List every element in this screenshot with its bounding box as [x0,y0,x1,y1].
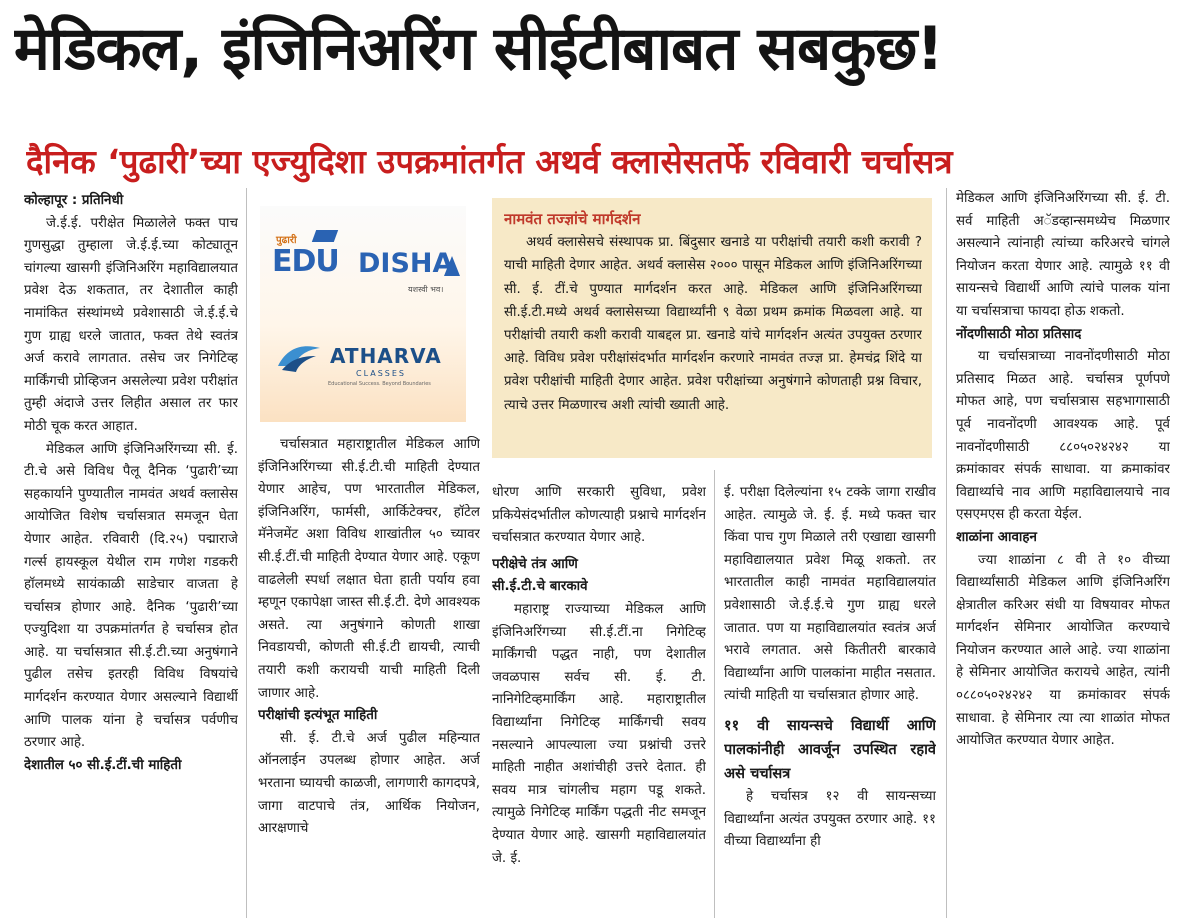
col5-heading-2: शाळांना आवाहन [956,529,1037,545]
edudisha-atharva-logo [260,206,466,422]
col3-heading-line-1: परीक्षेचे तंत्र आणि [492,556,578,572]
logo-pudhari-text: पुढारी [276,235,297,246]
col5-paragraph-2: या चर्चासत्राच्या नावनोंदणीसाठी मोठा प्रतिसाद मिळत आहे. चर्चासत्र पूर्णपणे मोफत आहे, पण चर्चासत्रास सहभागासाठी पूर्व नावनोंदणी आवश्यक आहे. पूर्व नावनोंदणीसाठी ८८०५०२४२४२ या क्रमांकावर संपर्क साधावा. या क्रमाकांवर विद्यार्थ्याचे नाव आणि महाविद्यालयाचे नाव एसएमएस ही करता येईल. [956,349,1170,523]
logo-classes-text: CLASSES [356,369,406,378]
logo-slogan: Educational Success. Beyond Boundaries [328,381,431,387]
column-divider [246,188,247,918]
logo-disha-text: DISHA [358,248,454,279]
column-4 [724,482,936,918]
col2-paragraph-1: चर्चासत्रात महाराष्ट्रातील मेडिकल आणि इंजिनिअरिंगच्या सी.ई.टी.ची माहिती देण्यात येणार आहेच, पण भारतातील मेडिकल, इंजिनिअरिंग, फार्मसी, आर्किटेक्चर, हॉटेल मॅनेजमेंट अशा विविध शाखांतील ५० च्यावर सी.ई.टीं.ची माहिती देण्यात येणार आहे. एकूण वाढलेली स्पर्धा लक्षात घेता हाती पर्याय हवा म्हणून एकापेक्षा जास्त सी.ई.टी. देणे आवश्यक असते. त्या अनुषंगाने कोणती शाखा निवडायची, कोणती सी.ई.टी द्यायची, त्याची तयारी कशी करायची याची माहिती दिली जाणार आहे. [258,437,480,701]
col3-paragraph-1: धोरण आणि सरकारी सुविधा, प्रवेश प्रकियेसंदर्भातील कोणत्याही प्रश्नाचे मार्गदर्शन चर्चासत्रात करण्यात येणार आहे. [492,485,706,546]
logo-atharva-text: ATHARVA [330,344,442,368]
column-1 [24,190,238,918]
col4-heading: ११ वी सायन्सचे विद्यार्थी आणि पालकांनीही आवर्जून उपस्थित रहावे असे चर्चासत्र [724,716,936,782]
bird-logo-icon [276,342,322,374]
experts-box-title: नामवंत तज्ज्ञांचे मार्गदर्शन [504,210,641,228]
col3-heading-line-2: सी.ई.टी.चे बारकावे [492,579,588,595]
graduation-cap-icon [312,230,338,242]
col5-paragraph-1: मेडिकल आणि इंजिनिअरिंगच्या सी. ई. टी. सर्व माहिती अॅडव्हान्समध्येच मिळणार असल्याने त्यांनाही त्यांच्या करिअरचे चांगले नियोजन करता येणार आहे. त्यामुळे ११ वी सायन्सचे विद्यार्थी आणि त्यांचे पालक यांना या चर्चासत्राचा फायदा होऊ शकतो. [956,191,1170,319]
logo-edu-text: EDU [272,244,339,279]
column-3 [492,482,706,918]
column-5 [956,188,1170,918]
col1-heading: देशातील ५० सी.ई.टीं.ची माहिती [24,757,182,773]
col5-paragraph-3: ज्या शाळांना ८ वी ते १० वीच्या विद्यार्थ्यांसाठी मेडिकल आणि इंजिनिअरिंग क्षेत्रातील करिअर संधी या विषयावर मोफत मार्गदर्शन सेमिनार आयोजित करण्याचे नियोजन करण्यात आले आहे. ज्या शाळांना हे सेमिनार आयोजित करायचे आहेत, त्यांनी ०८८०५०२४२४२ या क्रमांकावर संपर्क साधावा. हे सेमिनार त्या त्या शाळांत मोफत आयोजित करण्यात येणार आहेत. [956,552,1170,749]
col2-paragraph-2: सी. ई. टी.चे अर्ज पुढील महिन्यात ऑनलाईन उपलब्ध होणार आहेत. अर्ज भरताना घ्यायची काळजी, लागणारी कागदपत्रे, जागा वाटपाचे तंत्र, आर्थिक नियोजन, आरक्षणाचे [258,730,480,837]
col4-paragraph-2: हे चर्चासत्र १२ वी सायन्सच्या विद्यार्थ्यांना अत्यंत उपयुक्त ठरणार आहे. ११ वीच्या विद्यार्थ्यांना ही [724,788,936,850]
col2-heading: परीक्षांची इत्यंभूत माहिती [258,708,378,724]
col4-paragraph-1: ई. परीक्षा दिलेल्यांना १५ टक्के जागा राखीव आहेत. त्यामुळे जे. ई. ई. मध्ये फक्त चार किंवा पाच गुण मिळाले तरी एखाद्या खासगी महाविद्यालयात प्रवेश मिळू शकतो. तर भारतातील काही नामवंत महाविद्यालयांत प्रवेशासाठी जे.ई.ई.चे गुण ग्राह्य धरले जातात. पण या महाविद्यालयांत स्वतंत्र अर्ज भरावे लगतात. असे कितीतरी बारकावे विद्यार्थ्यांना आणि पालकांना माहीत नसतात. त्यांची माहिती या चर्चासत्रात होणार आहे. [724,485,936,704]
column-2 [258,434,480,918]
col3-paragraph-2: महाराष्ट्र राज्याच्या मेडिकल आणि इंजिनिअरिंगच्या सी.ई.टीं.ना निगेटिव्ह मार्किंगची पद्धत नाही, पण देशातील जवळपास सर्वच सी. ई. टी. नानिगेटिव्हमार्किंग आहे. महाराष्ट्रातील विद्यार्थ्यांना निगेटिव्ह मार्किंगची सवय नसल्याने आपल्याला ज्या प्रश्नांची उत्तरे माहिती नाहीत अशांचीही उत्तरे देतात. ही सवय मात्र चांगलीच महाग पडू शकते. त्यामुळे निगेटिव्ह मार्किंग पद्धती नीट समजून देण्यात येणार आहे. खासगी महाविद्यालयांत जे. ई. [492,601,706,866]
column-divider [714,470,715,918]
triangle-icon [444,256,460,276]
subheadline: दैनिक ‘पुढारी’च्या एज्युदिशा उपक्रमांतर्गत अथर्व क्लासेसतर्फे रविवारी चर्चासत्र [26,142,953,181]
headline: मेडिकल, इंजिनिअरिंग सीईटीबाबत सबकुछ! [14,14,943,84]
col5-heading-1: नोंदणीसाठी मोठा प्रतिसाद [956,326,1082,342]
col1-paragraph-1: जे.ई.ई. परीक्षेत मिळालेले फक्त पाच गुणसुद्धा तुम्हाला जे.ई.ई.च्या कोट्यातून चांगल्या खासगी इंजिनिअरिंग महाविद्यालयात प्रवेश देऊ शकतात, तर देशातील काही नामांकित संस्थांमध्ये प्रवेशासाठी जे.ई.ई.चे गुण ग्राह्य धरले जातात, फक्त तेथे स्वतंत्र अर्ज करावे लागतात. तसेच जर निगेटिव्ह मार्किंगची प्रोव्हिजन असलेल्या प्रवेश परीक्षांत तुम्ही अंदाजे उत्तर लिहीत असाल तर फार मोठी चूक करत आहात. [24,215,238,434]
dateline: कोल्हापूर : प्रतिनिधी [24,193,124,208]
logo-tagline: यशस्वी भव। [408,285,444,294]
experts-box [492,198,932,458]
column-divider [946,188,947,918]
col1-paragraph-2: मेडिकल आणि इंजिनिअरिंगच्या सी. ई. टी.चे असे विविध पैलू दैनिक ‘पुढारी’च्या सहकार्याने पुण्यातील नामवंत अथर्व क्लासेस आयोजित विशेष चर्चासत्रात समजून घेता येणार आहेत. रविवारी (दि.२५) पद्माराजे गर्ल्स हायस्कूल येथील राम गणेश गडकरी हॉलमध्ये सायंकाळी साडेचार वाजता हे चर्चासत्र होणार आहे. दैनिक ‘पुढारी’च्या एज्युदिशा या उपक्रमांतर्गत हे चर्चासत्र होत आहे. या चर्चासत्रात सी.ई.टी.च्या अनुषंगाने पुढील तसेच इतरही विविध विषयांचे मार्गदर्शन करण्यात येणार असल्याने विद्यार्थी आणि पालक यांना हे चर्चासत्र पर्वणीच ठरणार आहे. [24,441,238,751]
experts-box-text: अथर्व क्लासेसचे संस्थापक प्रा. बिंदुसार खनाडे या परीक्षांची तयारी कशी करावी ? याची माहिती देणार आहेत. अथर्व क्लासेस २००० पासून मेडिकल आणि इंजिनिअरिंगच्या सी. ई. टीं.चे पुण्यात मार्गदर्शन करत आहे. मेडिकल आणि इंजिनिअरिंगच्या सी.ई.टी.मध्ये अथर्व क्लासेसच्या विद्यार्थ्यांनी ९ वेळा प्रथम क्रमांक मिळवला आहे. या परीक्षांची तयारी कशी करावी याबद्दल प्रा. खनाडे यांचे मार्गदर्शन अत्यंत उपयुक्त ठरणार आहे. विविध प्रवेश परीक्षांसंदर्भात मार्गदर्शन करणारे नामवंत तज्ज्ञ प्रा. हेमचंद्र शिंदे या प्रवेश परीक्षांची माहिती देणार आहेत. प्रवेश परीक्षांच्या अनुषंगाने कोणताही प्रश्न विचार, त्याचे उत्तर मिळणारच अशी त्यांची ख्याती आहे. [504,235,922,413]
